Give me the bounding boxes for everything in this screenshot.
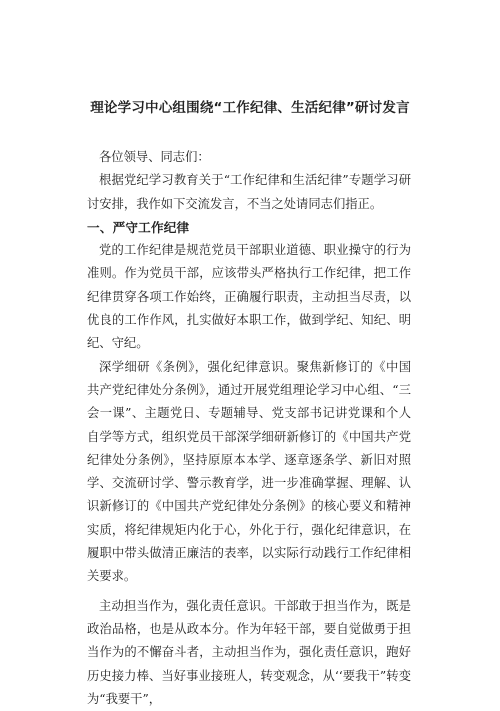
document-title: 理论学习中心组围绕“工作纪律、生活纪律”研讨发言	[90, 100, 410, 116]
body-paragraph: 党的工作纪律是规范党员干部职业道德、职业操守的行为准则。作为党员干部，应该带头严格执行工作纪律，把工作纪律贯穿各项工作始终，正确履行职责，主动担当尽责，以优良的工作作风，扎实做好本职工作，做到学纪、知纪、明纪、守纪。	[87, 243, 411, 351]
salutation: 各位领导、同志们：	[99, 150, 210, 164]
intro-paragraph: 根据党纪学习教育关于“工作纪律和生活纪律”专题学习研讨安排，我作如下交流发言，不当之处请同志们指正。	[87, 173, 411, 211]
document-body	[87, 146, 411, 711]
body-paragraph: 主动担当作为，强化责任意识。干部敢于担当作为，既是政治品格，也是从政本分。作为年轻干部，要自觉做勇于担当作为的不懈奋斗者，主动担当作为，强化责任意识，跑好历史接力棒、当好事业接班人，转变观念，从‘‘要我干”转变为“我要干”，	[87, 598, 411, 706]
section-heading: 一、严守工作纪律	[87, 219, 190, 235]
body-paragraph: 深学细研《条例》，强化纪律意识。聚焦新修订的《中国共产党纪律处分条例》，通过开展党组理论学习中心组、“三会一课”、主题党日、专题辅导、党支部书记讲党课和个人自学等方式，组织党员干部深学细研新修订的《中国共产党纪律处分条例》，坚持原原本本学、逐章逐条学、新旧对照学、交流研讨学、警示教育学，进一步准确掌握、理解、认识新修订的《中国共产党纪律处分条例》的核心要义和精神实质，将纪律规矩内化于心，外化于行，强化纪律意识，在履职中带头做清正廉洁的表率，以实际行动践行工作纪律相关要求。	[87, 359, 411, 584]
